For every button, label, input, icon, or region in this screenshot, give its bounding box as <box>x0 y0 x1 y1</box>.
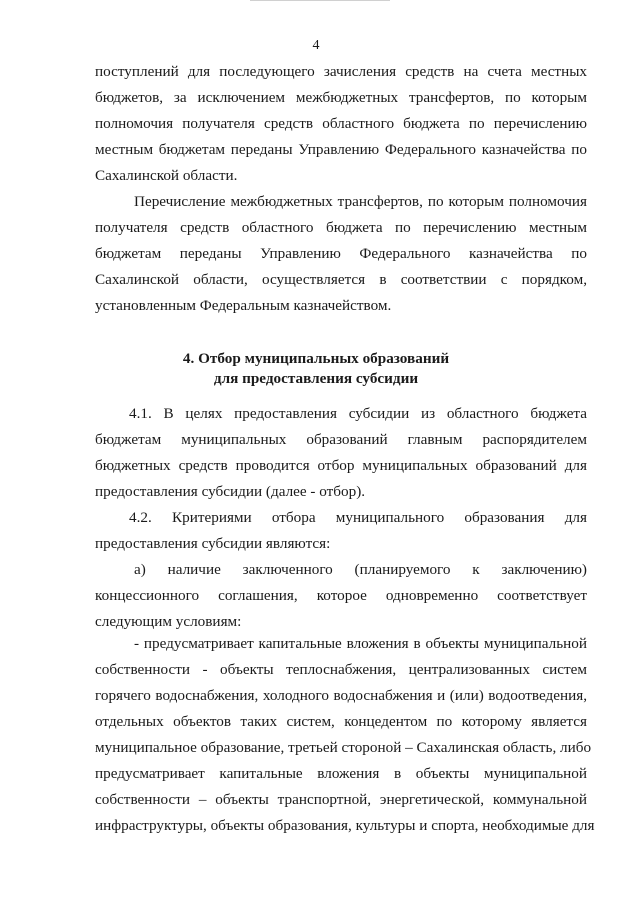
text-line: Сахалинской области. <box>95 167 238 184</box>
section-heading: для предоставления субсидии <box>213 370 419 387</box>
text-line: Сахалинской области, осуществляется в соответствии с порядком, <box>95 271 587 288</box>
text-line: установленным Федеральным казначейством. <box>95 297 392 314</box>
text-line: поступлений для последующего зачисления средств на счета местных <box>95 63 587 80</box>
text-line: муниципальное образование, третьей стороной – Сахалинская область, либо <box>95 739 592 756</box>
text-line: предоставления субсидии (далее - отбор). <box>95 483 366 500</box>
top-edge-rule <box>250 0 390 1</box>
text-line: инфраструктуры, объекты образования, культуры и спорта, необходимые для <box>95 817 595 834</box>
text-line: бюджетов, за исключением межбюджетных трансфертов, по которым <box>95 89 587 106</box>
text-line: - предусматривает капитальные вложения в объекты муниципальной <box>134 635 587 652</box>
text-line: бюджетам переданы Управлению Федерального казначейства по <box>95 245 587 262</box>
text-line: концессионного соглашения, которое одновременно соответствует <box>95 587 587 604</box>
text-line: получателя средств областного бюджета по перечислению местным <box>95 219 587 236</box>
text-line: предоставления субсидии являются: <box>95 535 331 552</box>
text-line: 4.2. Критериями отбора муниципального образования для <box>129 509 587 526</box>
text-line: Перечисление межбюджетных трансфертов, по которым полномочия <box>134 193 587 210</box>
text-line: 4.1. В целях предоставления субсидии из областного бюджета <box>129 405 587 422</box>
text-line: горячего водоснабжения, холодного водоснабжения и (или) водоотведения, <box>95 687 587 704</box>
section-heading: 4. Отбор муниципальных образований <box>182 350 450 367</box>
page-number: 4 <box>312 38 320 53</box>
text-line: а) наличие заключенного (планируемого к заключению) <box>134 561 587 578</box>
text-line: собственности - объекты теплоснабжения, централизованных систем <box>95 661 587 678</box>
text-line: следующим условиям: <box>95 613 242 630</box>
text-line: бюджетных средств проводится отбор муниципальных образований для <box>95 457 587 474</box>
text-line: бюджетам муниципальных образований главным распорядителем <box>95 431 587 448</box>
text-line: предусматривает капитальные вложения в объекты муниципальной <box>95 765 587 782</box>
text-line: местным бюджетам переданы Управлению Федерального казначейства по <box>95 141 587 158</box>
text-line: отдельных объектов таких систем, концедентом по которому является <box>95 713 587 730</box>
text-line: полномочия получателя средств областного бюджета по перечислению <box>95 115 587 132</box>
text-line: собственности – объекты транспортной, энергетической, коммунальной <box>95 791 587 808</box>
